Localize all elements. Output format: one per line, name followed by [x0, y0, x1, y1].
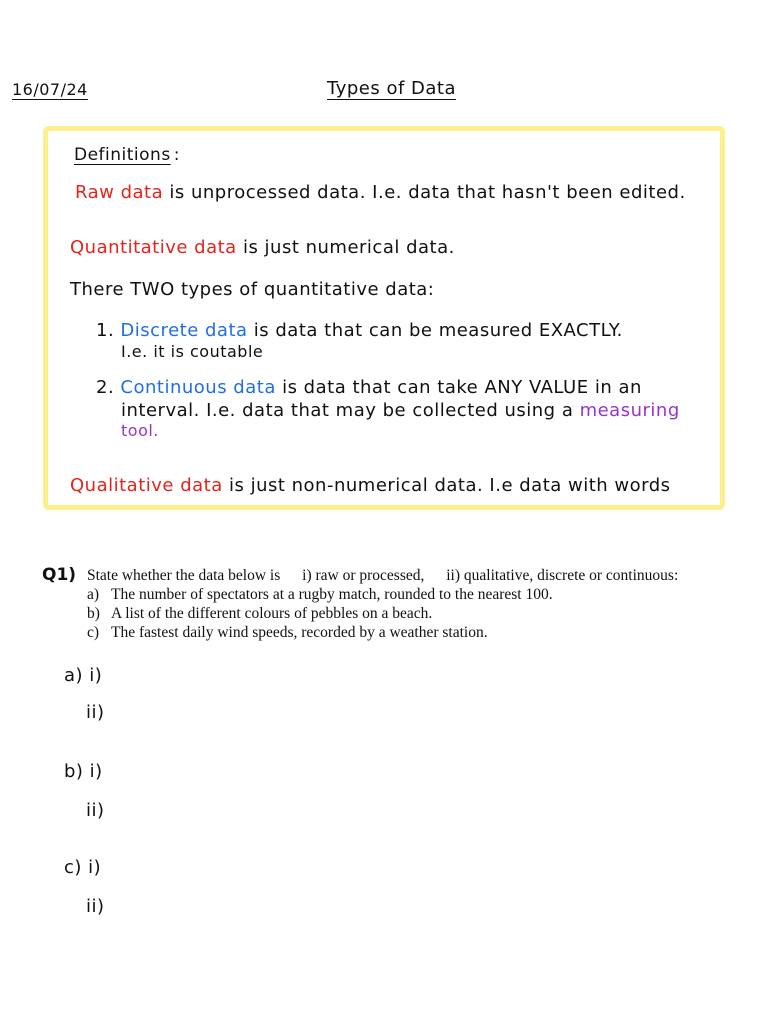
- measuring-term: measuring: [579, 400, 680, 421]
- definitions-heading-text: Definitions: [74, 145, 171, 165]
- two-types-line: There TWO types of quantitative data:: [70, 279, 435, 300]
- question-stem-text: State whether the data below is: [87, 567, 281, 584]
- date: 16/07/24: [12, 80, 88, 99]
- continuous-line2: [121, 400, 680, 421]
- discrete-number: 1.: [96, 320, 115, 341]
- raw-data-term: Raw data: [75, 182, 164, 203]
- continuous-line2-text: interval. I.e. data that may be collected using a: [121, 400, 580, 421]
- continuous-line3: tool.: [121, 421, 159, 440]
- discrete-term: Discrete data: [120, 320, 248, 341]
- definitions-heading: [74, 145, 180, 165]
- page-title: Types of Data: [327, 78, 456, 99]
- continuous-item: [96, 377, 642, 398]
- item-letter: c): [87, 624, 100, 641]
- answer-c-ii: ii): [86, 896, 105, 917]
- answer-a-ii: ii): [86, 702, 105, 723]
- item-text: A list of the different colours of pebbles on a beach.: [111, 605, 433, 622]
- raw-data-text: is unprocessed data. I.e. data that hasn't been edited.: [163, 182, 686, 203]
- question-item-c: [87, 624, 488, 642]
- item-letter: b): [87, 605, 100, 622]
- question-item-b: [87, 605, 432, 623]
- discrete-line2: I.e. it is coutable: [121, 342, 264, 361]
- definitions-heading-colon: :: [173, 145, 180, 165]
- question-part-i: i) raw or processed,: [302, 567, 425, 584]
- question-item-a: [87, 586, 553, 604]
- item-letter: a): [87, 586, 100, 603]
- definitions-box: [43, 126, 725, 510]
- discrete-text: is data that can be measured EXACTLY.: [247, 320, 623, 341]
- question-part-ii: ii) qualitative, discrete or continuous:: [446, 567, 679, 584]
- continuous-term: Continuous data: [120, 377, 276, 398]
- quantitative-data-text: is just numerical data.: [236, 237, 455, 258]
- answer-b-i: b) i): [64, 761, 103, 782]
- raw-data-definition: [75, 182, 686, 203]
- quantitative-data-definition: [70, 237, 455, 258]
- answer-b-ii: ii): [86, 800, 105, 821]
- continuous-number: 2.: [96, 377, 115, 398]
- discrete-item: [96, 320, 623, 341]
- answer-a-i: a) i): [64, 665, 103, 686]
- item-text: The number of spectators at a rugby match, rounded to the nearest 100.: [111, 586, 553, 603]
- qualitative-data-term: Qualitative data: [70, 475, 223, 496]
- quantitative-data-term: Quantitative data: [70, 237, 237, 258]
- qualitative-data-definition: [70, 475, 671, 496]
- continuous-text: is data that can take ANY VALUE in an: [275, 377, 642, 398]
- qualitative-data-text: is just non-numerical data. I.e data with words: [222, 475, 671, 496]
- question-number: Q1): [42, 565, 77, 585]
- question-stem: [87, 567, 696, 585]
- item-text: The fastest daily wind speeds, recorded by a weather station.: [111, 624, 488, 641]
- answer-c-i: c) i): [64, 857, 102, 878]
